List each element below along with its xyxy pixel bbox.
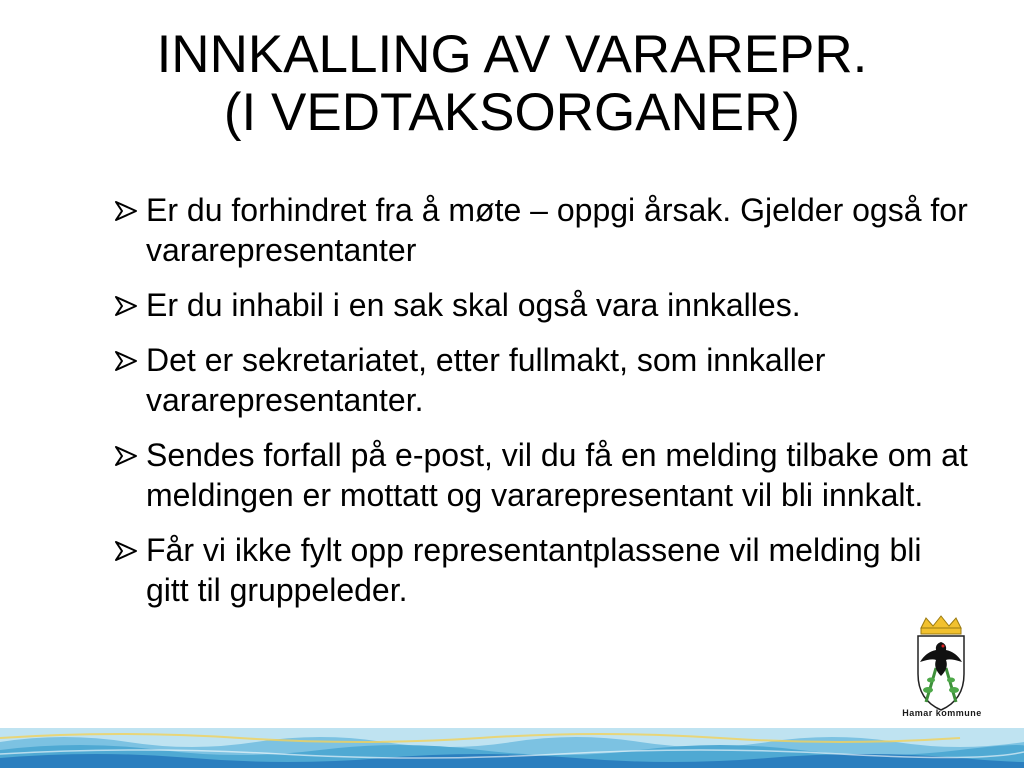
arrow-bullet-icon	[114, 295, 140, 317]
title-line-1: INNKALLING AV VARAREPR.	[156, 25, 868, 84]
coat-of-arms-icon	[886, 612, 996, 722]
bullet-item	[112, 340, 972, 420]
decorative-waves	[0, 728, 1024, 768]
bullet-text: Er du forhindret fra å møte – oppgi årsak. Gjelder også for vararepresentanter	[146, 192, 968, 268]
arrow-bullet-icon	[114, 200, 140, 222]
slide-title	[0, 26, 1024, 142]
bullet-item	[112, 190, 972, 270]
bullet-text: Får vi ikke fylt opp representantplassene vil melding bli gitt til gruppeleder.	[146, 532, 922, 608]
bullet-text: Sendes forfall på e-post, vil du få en melding tilbake om at meldingen er mottatt og vararepresentant vil bli innkalt.	[146, 437, 968, 513]
bullet-item	[112, 435, 972, 515]
logo-caption: Hamar kommune	[902, 708, 982, 718]
bullet-list	[112, 190, 972, 625]
bullet-item	[112, 285, 972, 325]
bullet-text: Det er sekretariatet, etter fullmakt, som innkaller vararepresentanter.	[146, 342, 826, 418]
title-line-2: (I VEDTAKSORGANER)	[223, 83, 801, 142]
bullet-item	[112, 530, 972, 610]
arrow-bullet-icon	[114, 350, 140, 372]
bullet-text: Er du inhabil i en sak skal også vara innkalles.	[146, 287, 801, 323]
arrow-bullet-icon	[114, 445, 140, 467]
arrow-bullet-icon	[114, 540, 140, 562]
